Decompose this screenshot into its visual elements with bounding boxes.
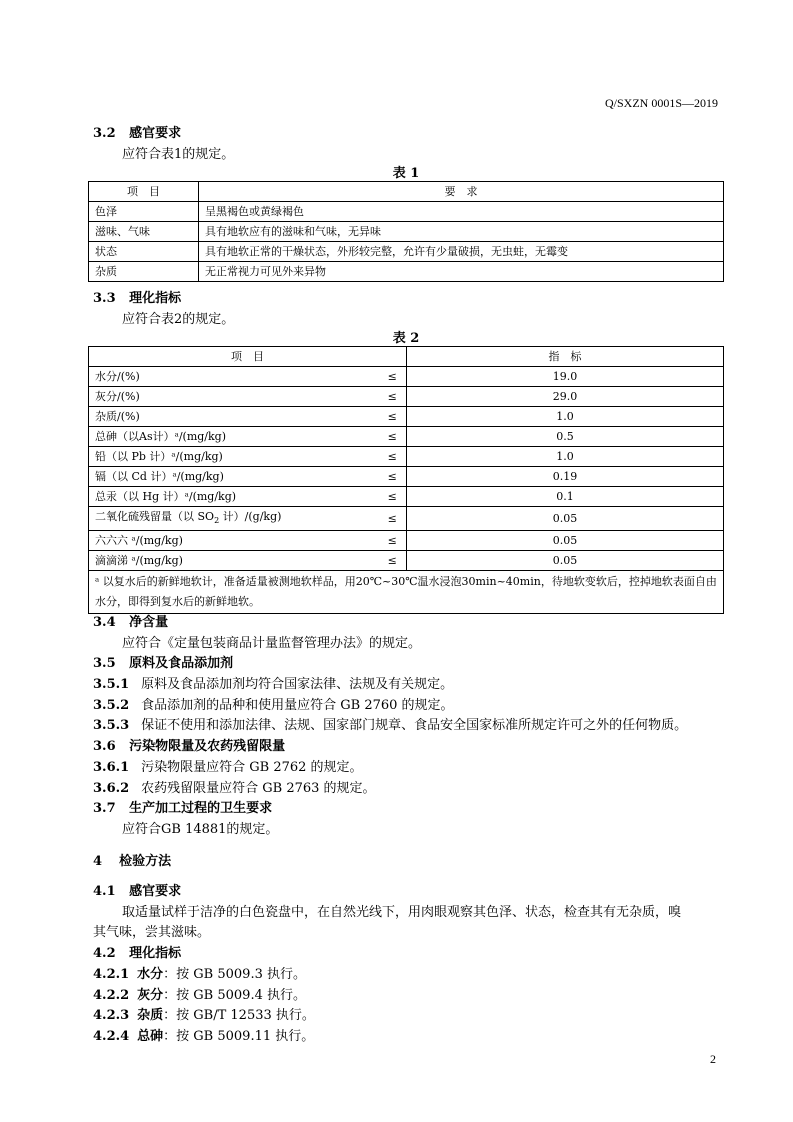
- section-3-4-text: 应符合《定量包装商品计量监督管理办法》的规定。: [122, 636, 422, 651]
- table-row: [89, 407, 724, 427]
- operator-cell: ≤: [379, 531, 407, 551]
- section-text: ：按 GB 5009.11 执行。: [163, 1029, 315, 1044]
- section-4-1-heading: [93, 880, 181, 899]
- section-3-7-text: 应符合GB 14881的规定。: [122, 822, 279, 837]
- section-title: 检验方法: [119, 854, 172, 869]
- section-number: 4.2.2: [93, 988, 130, 1003]
- section-3-4-heading: [93, 611, 168, 630]
- operator-cell: ≤: [379, 407, 407, 427]
- table-cell: 呈黑褐色或黄绿褐色: [199, 202, 724, 222]
- sensory-requirements-table: [88, 181, 724, 282]
- item-cell: 总汞（以 Hg 计）ᵃ/(mg/kg): [89, 487, 379, 507]
- section-number: 4.2.1: [93, 967, 130, 982]
- section-title: 生产加工过程的卫生要求: [129, 801, 273, 816]
- section-text: ：按 GB 5009.3 执行。: [163, 967, 306, 982]
- operator-cell: ≤: [379, 551, 407, 571]
- section-3-5-heading: [93, 652, 233, 671]
- item-text: 二氧化硫残留量（以 SO: [95, 510, 215, 523]
- section-text: 保证不使用和添加法律、法规、国家部门规章、食品安全国家标准所规定许可之外的任何物质。: [141, 718, 688, 733]
- section-title: 感官要求: [129, 126, 182, 141]
- physicochemical-table: [88, 346, 724, 614]
- section-number: 3.2: [93, 126, 116, 141]
- section-text: ：按 GB 5009.4 执行。: [163, 988, 306, 1003]
- column-header: 指 标: [407, 347, 724, 367]
- section-title: 理化指标: [129, 291, 182, 306]
- table-footnote: ᵃ 以复水后的新鲜地软计，准备适量被测地软样品，用20℃~30℃温水浸泡30min~40min，待地软变软后，控掉地软表面自由水分，即得到复水后的新鲜地软。: [89, 571, 724, 614]
- operator-cell: ≤: [379, 467, 407, 487]
- section-title: 理化指标: [129, 946, 182, 961]
- section-number: 3.5.1: [93, 677, 130, 692]
- section-label: 总砷: [137, 1029, 164, 1044]
- table-row: [89, 551, 724, 571]
- section-number: 3.4: [93, 615, 116, 630]
- value-cell: 0.05: [407, 551, 724, 571]
- section-3-6-1: [93, 756, 363, 775]
- section-3-2-heading: [93, 122, 181, 141]
- section-3-2-text: 应符合表1的规定。: [122, 147, 235, 162]
- section-4-2-4: [93, 1025, 314, 1044]
- table-row: [89, 427, 724, 447]
- table-row: [89, 447, 724, 467]
- table-row: [89, 507, 724, 531]
- section-3-5-1: [93, 673, 453, 692]
- table-row: [89, 242, 724, 262]
- section-4-1-text-line-2: 其气味，尝其滋味。: [93, 925, 211, 940]
- section-number: 4.1: [93, 884, 116, 899]
- section-title: 净含量: [129, 615, 169, 630]
- column-header: 要 求: [199, 182, 724, 202]
- table-row: [89, 531, 724, 551]
- section-label: 灰分: [137, 988, 164, 1003]
- section-3-3-heading: [93, 287, 181, 306]
- section-label: 水分: [137, 967, 164, 982]
- section-text: 原料及食品添加剂均符合国家法律、法规及有关规定。: [141, 677, 454, 692]
- value-cell: 0.05: [407, 531, 724, 551]
- table-cell: 滋味、气味: [89, 222, 199, 242]
- item-text: 计）/(g/kg): [219, 510, 282, 523]
- table-row: [89, 367, 724, 387]
- section-3-5-3: [93, 714, 687, 733]
- table-cell: 具有地软应有的滋味和气味，无异味: [199, 222, 724, 242]
- operator-cell: ≤: [379, 367, 407, 387]
- value-cell: 29.0: [407, 387, 724, 407]
- section-text: ：按 GB/T 12533 执行。: [163, 1008, 315, 1023]
- item-cell: 六六六 ᵃ/(mg/kg): [89, 531, 379, 551]
- table-row: [89, 467, 724, 487]
- value-cell: 19.0: [407, 367, 724, 387]
- item-cell: 灰分/(%): [89, 387, 379, 407]
- table-note-row: [89, 571, 724, 614]
- value-cell: 0.1: [407, 487, 724, 507]
- section-number: 3.6: [93, 739, 116, 754]
- item-cell: 杂质/(%): [89, 407, 379, 427]
- section-4-2-heading: [93, 942, 181, 961]
- value-cell: 0.05: [407, 507, 724, 531]
- table-row: [89, 202, 724, 222]
- section-label: 杂质: [137, 1008, 164, 1023]
- section-4-2-1: [93, 963, 306, 982]
- operator-cell: ≤: [379, 387, 407, 407]
- section-title: 污染物限量及农药残留限量: [129, 739, 286, 754]
- table-cell: 色泽: [89, 202, 199, 222]
- value-cell: 0.5: [407, 427, 724, 447]
- table-cell: 具有地软正常的干燥状态，外形较完整，允许有少量破损，无虫蛀，无霉变: [199, 242, 724, 262]
- table-header-row: [89, 347, 724, 367]
- column-header: 项 目: [89, 347, 407, 367]
- section-3-6-2: [93, 777, 376, 796]
- document-code: Q/SXZN 0001S—2019: [604, 96, 718, 110]
- section-4-heading: [93, 850, 171, 869]
- section-number: 4.2.4: [93, 1029, 130, 1044]
- section-3-7-heading: [93, 797, 272, 816]
- section-number: 3.3: [93, 291, 116, 306]
- value-cell: 1.0: [407, 447, 724, 467]
- section-text: 污染物限量应符合 GB 2762 的规定。: [141, 760, 363, 775]
- value-cell: 1.0: [407, 407, 724, 427]
- section-number: 3.5: [93, 656, 116, 671]
- table-cell: 无正常视力可见外来异物: [199, 262, 724, 282]
- section-number: 3.6.1: [93, 760, 130, 775]
- operator-cell: ≤: [379, 427, 407, 447]
- section-number: 3.5.3: [93, 718, 130, 733]
- table-header-row: [89, 182, 724, 202]
- table-row: [89, 487, 724, 507]
- item-cell: 铅（以 Pb 计）ᵃ/(mg/kg): [89, 447, 379, 467]
- section-4-1-text-line-1: 取适量试样于洁净的白色瓷盘中，在自然光线下，用肉眼观察其色泽、状态，检查其有无杂质，嗅: [122, 905, 682, 920]
- operator-cell: ≤: [379, 487, 407, 507]
- operator-cell: ≤: [379, 447, 407, 467]
- item-cell: 水分/(%): [89, 367, 379, 387]
- subscript: 2: [214, 516, 220, 526]
- table-2-caption: 表 2: [392, 331, 420, 346]
- section-number: 4: [93, 854, 103, 869]
- section-text: 农药残留限量应符合 GB 2763 的规定。: [141, 781, 376, 796]
- table-row: [89, 387, 724, 407]
- item-cell: [89, 507, 379, 531]
- section-number: 4.2: [93, 946, 116, 961]
- section-4-2-2: [93, 984, 306, 1003]
- section-4-2-3: [93, 1004, 315, 1023]
- section-text: 食品添加剂的品种和使用量应符合 GB 2760 的规定。: [141, 698, 454, 713]
- table-row: [89, 222, 724, 242]
- section-3-6-heading: [93, 735, 285, 754]
- table-cell: 杂质: [89, 262, 199, 282]
- section-title: 原料及食品添加剂: [129, 656, 234, 671]
- page-number: 2: [710, 1052, 716, 1066]
- section-3-3-text: 应符合表2的规定。: [122, 312, 235, 327]
- operator-cell: ≤: [379, 507, 407, 531]
- item-cell: 滴滴涕 ᵃ/(mg/kg): [89, 551, 379, 571]
- section-3-5-2: [93, 694, 454, 713]
- column-header: 项 目: [89, 182, 199, 202]
- table-cell: 状态: [89, 242, 199, 262]
- section-number: 3.5.2: [93, 698, 130, 713]
- value-cell: 0.19: [407, 467, 724, 487]
- section-number: 3.6.2: [93, 781, 130, 796]
- table-row: [89, 262, 724, 282]
- table-1-caption: 表 1: [392, 166, 420, 181]
- section-number: 3.7: [93, 801, 116, 816]
- section-title: 感官要求: [129, 884, 182, 899]
- item-cell: 总砷（以As计）ᵃ/(mg/kg): [89, 427, 379, 447]
- section-number: 4.2.3: [93, 1008, 130, 1023]
- item-cell: 镉（以 Cd 计）ᵃ/(mg/kg): [89, 467, 379, 487]
